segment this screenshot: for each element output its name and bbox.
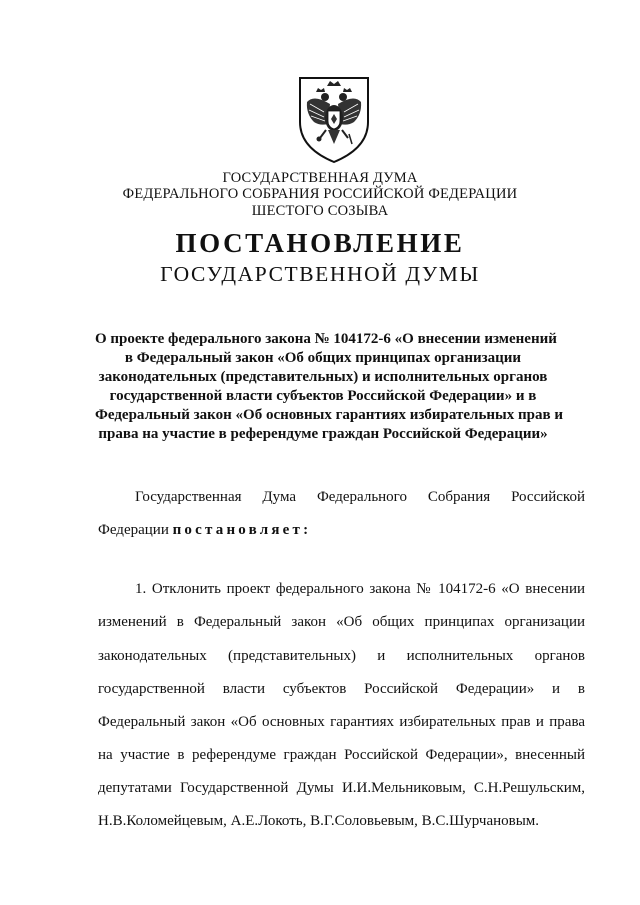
paragraph-line: на участие в референдуме граждан Российской Федерации», внесенный	[98, 747, 585, 763]
preamble-subject: Федерации	[98, 522, 169, 538]
header-line-assembly: ФЕДЕРАЛЬНОГО СОБРАНИЯ РОССИЙСКОЙ ФЕДЕРАЦИИ	[122, 186, 518, 202]
paragraph-line: Федеральный закон «Об основных гарантиях избирательных прав и права	[98, 714, 585, 730]
subject-line: в Федеральный закон «Об общих принципах организации	[124, 350, 522, 366]
paragraph-line: изменений в Федеральный закон «Об общих принципах организации	[98, 614, 585, 630]
paragraph-line: депутатами Государственной Думы И.И.Мельниковым, С.Н.Решульским,	[98, 780, 585, 796]
paragraph-line: законодательных (представительных) и исполнительных органов	[98, 648, 585, 664]
subject-line: права на участие в референдуме граждан Российской Федерации»	[98, 426, 548, 442]
preamble-verb: постановляет:	[172, 522, 312, 538]
subject-line: государственной власти субъектов Российской Федерации» и в	[109, 388, 537, 404]
paragraph-line: Н.В.Коломейцевым, А.Е.Локоть, В.Г.Соловьевым, В.С.Шурчановым.	[98, 813, 540, 829]
document-subject	[95, 330, 563, 444]
header-line-convocation: ШЕСТОГО СОЗЫВА	[251, 203, 389, 219]
header-line-duma: ГОСУДАРСТВЕННАЯ ДУМА	[222, 170, 418, 186]
preamble-decree-line	[98, 522, 585, 539]
subject-line: законодательных (представительных) и исполнительных органов	[98, 369, 548, 385]
preamble-line: Государственная Дума Федерального Собрания Российской	[135, 489, 585, 505]
subject-line: Федеральный закон «Об основных гарантиях избирательных прав и	[95, 407, 563, 423]
subject-line: О проекте федерального закона № 104172-6 «О внесении изменений	[95, 331, 557, 347]
paragraph-line: 1. Отклонить проект федерального закона № 104172-6 «О внесении	[135, 581, 585, 597]
coat-of-arms-icon	[294, 72, 374, 164]
document-title: ПОСТАНОВЛЕНИЕ	[175, 228, 465, 258]
paragraph-line: государственной власти субъектов Российской Федерации» и в	[98, 681, 585, 697]
document-subtitle: ГОСУДАРСТВЕННОЙ ДУМЫ	[160, 262, 480, 286]
